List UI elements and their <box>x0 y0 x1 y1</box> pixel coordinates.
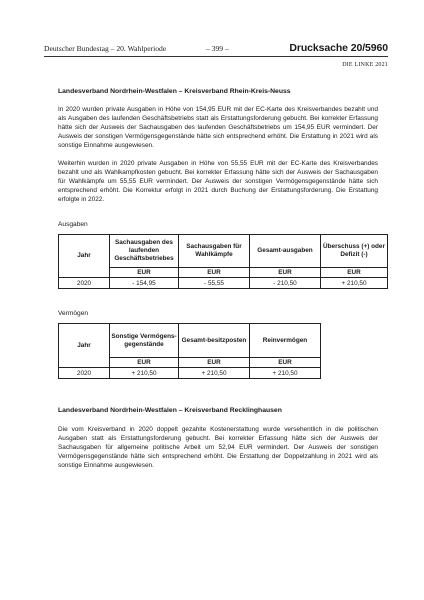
value-cell: - 210,50 <box>250 278 321 289</box>
paragraph-2: Weiterhin wurden in 2020 private Ausgaben in Höhe von 55,55 EUR mit der EC-Karte des Kreisverbandes bezahlt und als Wahlkampfkosten gebucht. Bei korrekter Erfassung hätte sich der Ausweis der Sachausgaben für Wahlkämpfe um 55,55 EUR vermindert. Der Ausweis der sonstigen Vermögensgegenstände hätte sich entsprechend erhöht. Die Korrektur erfolgt in 2021 durch Buchung der Erstattungsforderung. Die Erstattung erfolgte in 2022. <box>58 160 378 204</box>
page-header <box>44 44 388 56</box>
table-header-row <box>59 235 388 268</box>
unit-cell: EUR <box>250 268 321 278</box>
table-row <box>59 278 388 289</box>
value-cell: + 210,50 <box>250 368 321 379</box>
unit-cell: EUR <box>179 358 250 368</box>
col-header-ueberschuss-defizit: Überschuss (+) oder Defizit (-) <box>321 235 388 268</box>
unit-cell: EUR <box>321 268 388 278</box>
col-header-gesamtausgaben: Gesamt-ausgaben <box>250 235 321 268</box>
value-cell: - 55,55 <box>179 278 250 289</box>
vermoegen-table <box>58 323 321 379</box>
unit-cell: EUR <box>250 358 321 368</box>
value-cell: + 210,50 <box>321 278 388 289</box>
value-cell: + 210,50 <box>110 368 179 379</box>
table-row <box>59 368 321 379</box>
col-header-sonstige-vermoegensgegenstaende: Sonstige Vermögens-gegenstände <box>110 324 179 358</box>
header-rule <box>44 56 388 57</box>
unit-cell: EUR <box>110 358 179 368</box>
col-header-year: Jahr <box>59 235 110 278</box>
paragraph-1: In 2020 wurden private Ausgaben in Höhe von 154,95 EUR mit der EC-Karte des Kreisverbandes bezahlt und als Ausgaben des laufenden Geschäftsbetriebs statt als Erstattungsforderung gebucht. Bei korrekter Erfassung hätte sich der Ausweis der Sachausgaben des laufenden Geschäftsbetriebs um 154,95 EUR vermindert. Der Ausweis der sonstigen Vermögensgegenstände hätte sich entsprechend erhöht. Die Erstattung in 2021 wird als sonstige Einnahme ausgewiesen. <box>58 106 378 150</box>
ausgaben-table <box>58 234 388 289</box>
year-cell: 2020 <box>59 278 110 289</box>
col-header-sachausgaben-geschaeftsbetrieb: Sachausgaben des laufenden Geschäftsbetriebes <box>110 235 179 268</box>
section-heading-rhein-kreis-neuss: Landesverband Nordrhein-Westfalen – Kreisverband Rhein-Kreis-Neuss <box>58 88 291 95</box>
header-publication: Deutscher Bundestag – 20. Wahlperiode <box>44 44 167 53</box>
table-label-vermoegen: Vermögen <box>58 310 89 317</box>
col-header-reinvermoegen: Reinvermögen <box>250 324 321 358</box>
value-cell: - 154,95 <box>110 278 179 289</box>
col-header-year: Jahr <box>59 324 110 368</box>
unit-cell: EUR <box>179 268 250 278</box>
value-cell: + 210,50 <box>179 368 250 379</box>
col-header-sachausgaben-wahlkaempfe: Sachausgaben für Wahlkämpfe <box>179 235 250 268</box>
paragraph-3: Die vom Kreisverband in 2020 doppelt gezahlte Kostenerstattung wurde versehentlich in die politischen Ausgaben statt als Erstattungsforderung gebucht. Bei korrekter Erfassung hätte sich der Ausweis der Sachausgaben für allgemeine politische Arbeit um 52,94 EUR vermindert. Der Ausweis der sonstigen Vermögensgegenstände hätte sich entsprechend erhöht. Die Erstattung der Doppelzahlung in 2021 wird als sonstige Einnahme ausgewiesen. <box>58 426 378 470</box>
header-page-number: – 399 – <box>206 44 229 53</box>
header-document-number: Drucksache 20/5960 <box>289 42 388 54</box>
table-label-ausgaben: Ausgaben <box>58 221 88 228</box>
unit-cell: EUR <box>110 268 179 278</box>
party-label: DIE LINKE 2021 <box>342 62 388 68</box>
table-header-row <box>59 324 321 358</box>
section-heading-recklinghausen: Landesverband Nordrhein-Westfalen – Kreisverband Recklinghausen <box>58 407 282 414</box>
year-cell: 2020 <box>59 368 110 379</box>
col-header-gesamtbesitzposten: Gesamt-besitzposten <box>179 324 250 358</box>
